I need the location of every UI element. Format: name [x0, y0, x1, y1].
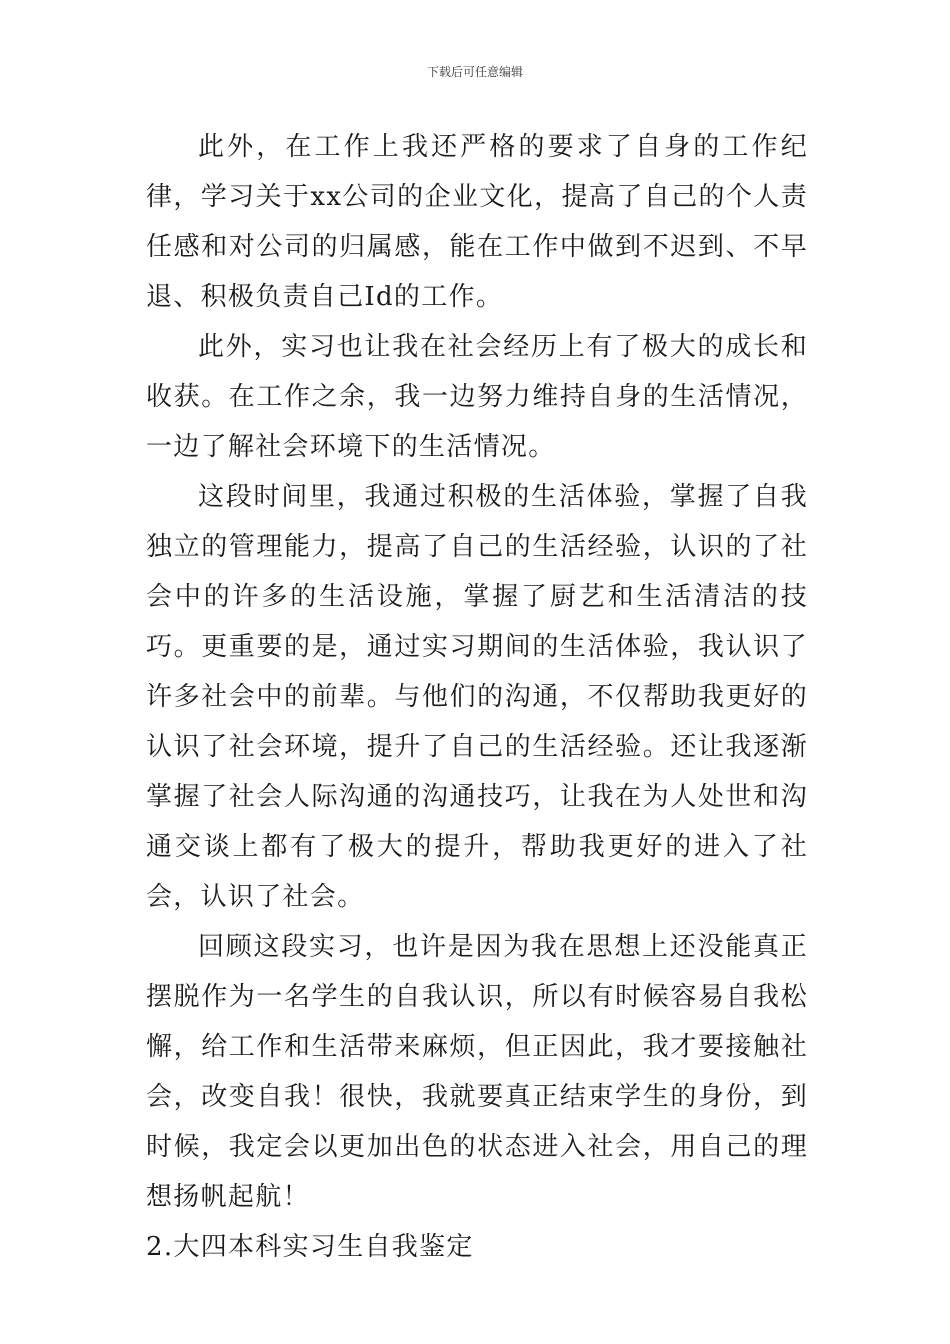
- section-heading: 2.大四本科实习生自我鉴定: [146, 1232, 474, 1262]
- paragraph-reflection: 回顾这段实习，也许是因为我在思想上还没能真正摆脱作为一名学生的自我认识，所以有时候容易自我松懈，给工作和生活带来麻烦，但正因此，我才要接触社会，改变自我！很快，我就要真正结束学生的身份，到时候，我定会以更加出色的状态进入社会，用自己的理想扬帆起航！: [146, 932, 808, 1212]
- page-header: 下载后可任意编辑: [426, 65, 523, 79]
- paragraph-work-discipline: 此外，在工作上我还严格的要求了自身的工作纪律，学习关于xx公司的企业文化，提高了自己的个人责任感和对公司的归属感，能在工作中做到不迟到、不早退、积极负责自己Id的工作。: [146, 132, 808, 312]
- paragraph-social-growth: 此外，实习也让我在社会经历上有了极大的成长和收获。在工作之余，我一边努力维持自身的生活情况，一边了解社会环境下的生活情况。: [146, 332, 808, 462]
- paragraph-life-experience: 这段时间里，我通过积极的生活体验，掌握了自我独立的管理能力，提高了自己的生活经验，认识的了社会中的许多的生活设施，掌握了厨艺和生活清洁的技巧。更重要的是，通过实习期间的生活体验，我认识了许多社会中的前辈。与他们的沟通，不仅帮助我更好的认识了社会环境，提升了自己的生活经验。还让我逐渐掌握了社会人际沟通的沟通技巧，让我在为人处世和沟通交谈上都有了极大的提升，帮助我更好的进入了社会，认识了社会。: [146, 482, 808, 912]
- document-body: [146, 122, 808, 1272]
